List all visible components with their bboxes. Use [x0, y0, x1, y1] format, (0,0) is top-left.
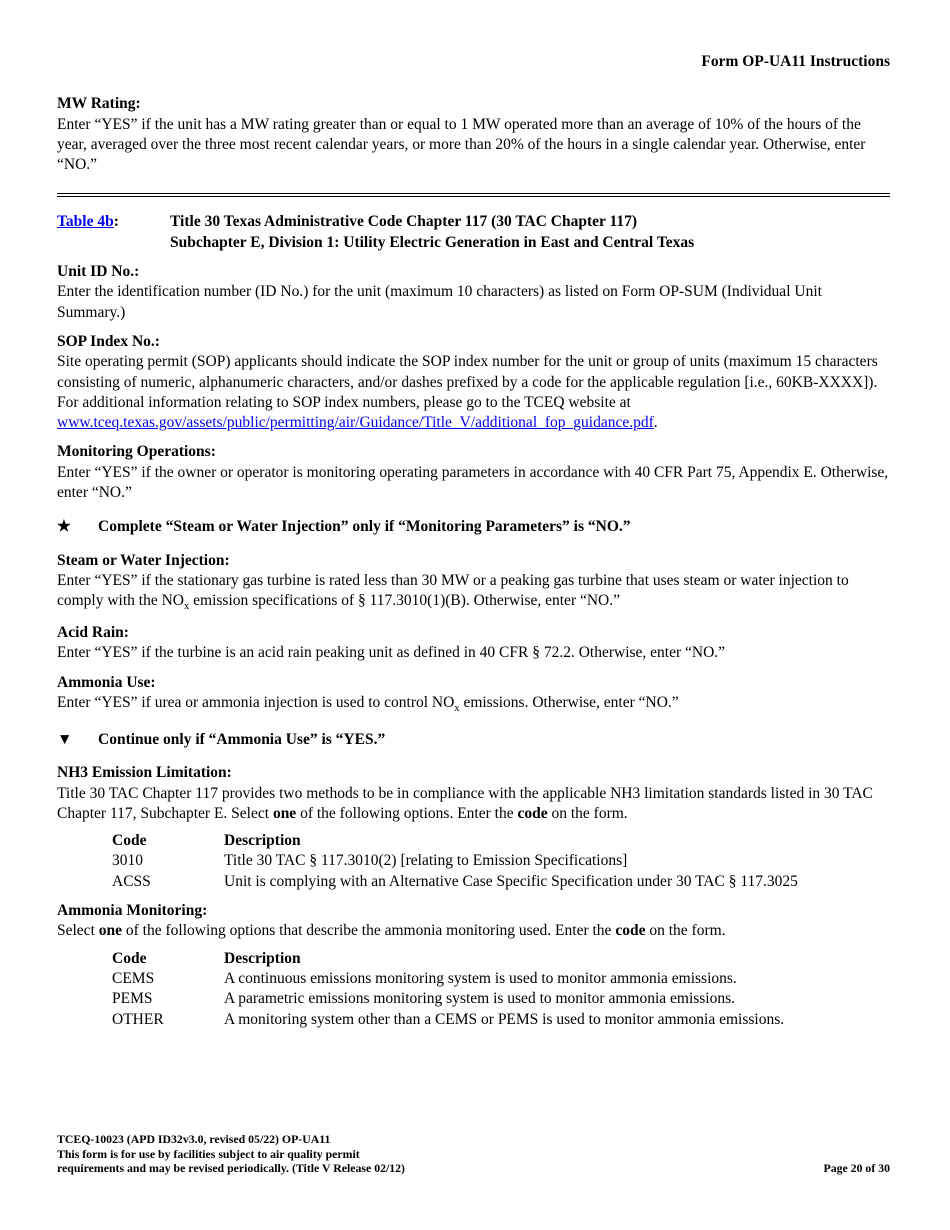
section-ammonia-use — [57, 673, 890, 716]
section-nh3-limitation — [57, 763, 890, 892]
am-bold-one: one — [98, 922, 122, 940]
section-body — [57, 921, 890, 941]
page-number: Page 20 of 30 — [823, 1161, 890, 1176]
table4b-label — [57, 212, 170, 253]
section-unit-id — [57, 262, 890, 323]
nh3-code-table — [112, 831, 890, 892]
nox-subscript: x — [454, 703, 460, 715]
section-heading: NH3 Emission Limitation: — [57, 764, 232, 782]
section-body: Enter the identification number (ID No.) for the unit (maximum 10 characters) as listed on Form OP-SUM (Individual Unit Summary.) — [57, 283, 822, 321]
am-body-text-3: on the form. — [645, 922, 726, 940]
code-table-header — [112, 831, 890, 851]
down-triangle-icon: ▼ — [57, 730, 73, 748]
nh3-bold-one: one — [272, 804, 297, 822]
ammonia-body-text: Enter “YES” if urea or ammonia injection is used to control NO — [57, 694, 455, 712]
section-heading: Unit ID No.: — [57, 263, 140, 281]
code-cell: OTHER — [112, 1010, 164, 1028]
section-body: Enter “YES” if the owner or operator is monitoring operating parameters in accordance with 40 CFR Part 75, Appendix E. Otherwise, enter “NO.” — [57, 463, 889, 502]
nh3-bold-code: code — [517, 804, 548, 822]
description-cell: A monitoring system other than a CEMS or PEMS is used to monitor ammonia emissions. — [224, 1010, 785, 1028]
table4b-title-line1: Title 30 Texas Administrative Code Chapter 117 (30 TAC Chapter 117) — [170, 213, 638, 231]
footer-line: TCEQ-10023 (APD ID32v3.0, revised 05/22) OP-UA11 — [57, 1132, 331, 1147]
description-header-cell: Description — [224, 832, 301, 850]
code-table-row — [112, 851, 890, 871]
ammonia-monitoring-code-table — [112, 949, 890, 1030]
table4b-link[interactable]: Table 4b — [57, 213, 114, 231]
note-text: Complete “Steam or Water Injection” only if “Monitoring Parameters” is “NO.” — [98, 518, 631, 536]
star-icon: ★ — [57, 518, 71, 536]
footer-line: requirements and may be revised periodically. (Title V Release 02/12) — [57, 1161, 405, 1176]
section-ammonia-monitoring — [57, 901, 890, 1030]
am-body-text: Select — [57, 922, 99, 940]
section-mw-rating — [57, 94, 890, 175]
table4b-titles — [170, 212, 890, 253]
ammonia-body-text-2: emissions. Otherwise, enter “NO.” — [459, 694, 679, 712]
code-table-header — [112, 949, 890, 969]
section-body — [57, 693, 890, 716]
code-cell: PEMS — [112, 990, 153, 1008]
section-heading: Acid Rain: — [57, 624, 129, 642]
nox-subscript: x — [184, 601, 190, 613]
code-cell: CEMS — [112, 969, 155, 987]
section-heading: Ammonia Use: — [57, 673, 156, 691]
code-cell: 3010 — [112, 852, 143, 870]
footer-line: This form is for use by facilities subject to air quality permit — [57, 1146, 360, 1161]
section-body — [57, 571, 890, 614]
code-table-row — [112, 1010, 890, 1030]
am-body-text-2: of the following options that describe the ammonia monitoring used. Enter the — [122, 922, 616, 940]
note-steam-injection — [57, 517, 890, 537]
nh3-body-text-3: on the form. — [547, 804, 628, 822]
am-bold-code: code — [615, 922, 646, 940]
section-monitoring-operations — [57, 442, 890, 503]
nh3-body-text: Title 30 TAC Chapter 117 provides two methods to be in compliance with the applicable NH3 limitation standards listed in 30 TAC Chapter 117, Subchapter E. Select — [57, 784, 873, 822]
table4b-colon: : — [113, 213, 119, 231]
section-heading: MW Rating: — [57, 95, 141, 113]
section-body: Enter “YES” if the unit has a MW rating greater than or equal to 1 MW operated more than an average of 10% of the hours of the year, averaged over the three most recent calendar years, or more than 20% of the hours in a single calendar year. Otherwise, enter “NO.” — [57, 115, 866, 174]
code-table-row — [112, 872, 890, 892]
code-table-row — [112, 969, 890, 989]
nh3-body-text-2: of the following options. Enter the — [296, 804, 518, 822]
section-acid-rain — [57, 623, 890, 664]
code-table-row — [112, 989, 890, 1009]
section-steam-injection — [57, 551, 890, 615]
sop-body-text: Site operating permit (SOP) applicants should indicate the SOP index number for the unit or group of units (maximum 15 characters consisting of numeric, alphanumeric characters, and/or dashes prefixed by a code for the applicable regulation [i.e., 60KB-XXXX]). For additional information relating to SOP index numbers, please go to the TCEQ website at — [57, 353, 878, 411]
code-cell: ACSS — [112, 872, 151, 890]
code-header-cell: Code — [112, 832, 147, 850]
note-text: Continue only if “Ammonia Use” is “YES.” — [98, 730, 386, 748]
description-cell: Title 30 TAC § 117.3010(2) [relating to Emission Specifications] — [224, 852, 628, 870]
steam-body-text-2: emission specifications of § 117.3010(1)(B). Otherwise, enter “NO.” — [189, 592, 620, 610]
section-heading: Ammonia Monitoring: — [57, 902, 208, 920]
section-divider — [57, 193, 890, 197]
description-cell: Unit is complying with an Alternative Case Specific Specification under 30 TAC § 117.3025 — [224, 872, 798, 890]
section-body: Enter “YES” if the turbine is an acid rain peaking unit as defined in 40 CFR § 72.2. Otherwise, enter “NO.” — [57, 644, 726, 662]
page-footer — [57, 1132, 890, 1176]
description-header-cell: Description — [224, 949, 301, 967]
section-body — [57, 352, 890, 433]
section-sop-index — [57, 332, 890, 433]
table4b-title-line2: Subchapter E, Division 1: Utility Electric Generation in East and Central Texas — [170, 233, 695, 251]
sop-guidance-link[interactable]: www.tceq.texas.gov/assets/public/permitting/air/Guidance/Title_V/additional_fop_guidance.pdf — [57, 414, 654, 432]
section-heading: Steam or Water Injection: — [57, 551, 230, 569]
section-body — [57, 784, 890, 825]
description-cell: A continuous emissions monitoring system is used to monitor ammonia emissions. — [224, 969, 737, 987]
note-continue-ammonia — [57, 730, 890, 750]
footer-form-info — [57, 1132, 405, 1176]
table4b-heading — [57, 212, 890, 253]
section-heading: SOP Index No.: — [57, 332, 160, 350]
steam-body-text: Enter “YES” if the stationary gas turbine is rated less than 30 MW or a peaking gas turbine that uses steam or water injection to comply with the NO — [57, 571, 849, 610]
sop-body-period: . — [653, 414, 658, 432]
section-heading: Monitoring Operations: — [57, 443, 216, 461]
description-cell: A parametric emissions monitoring system is used to monitor ammonia emissions. — [224, 990, 736, 1008]
document-title: Form OP-UA11 Instructions — [701, 53, 890, 70]
code-header-cell: Code — [112, 949, 147, 967]
